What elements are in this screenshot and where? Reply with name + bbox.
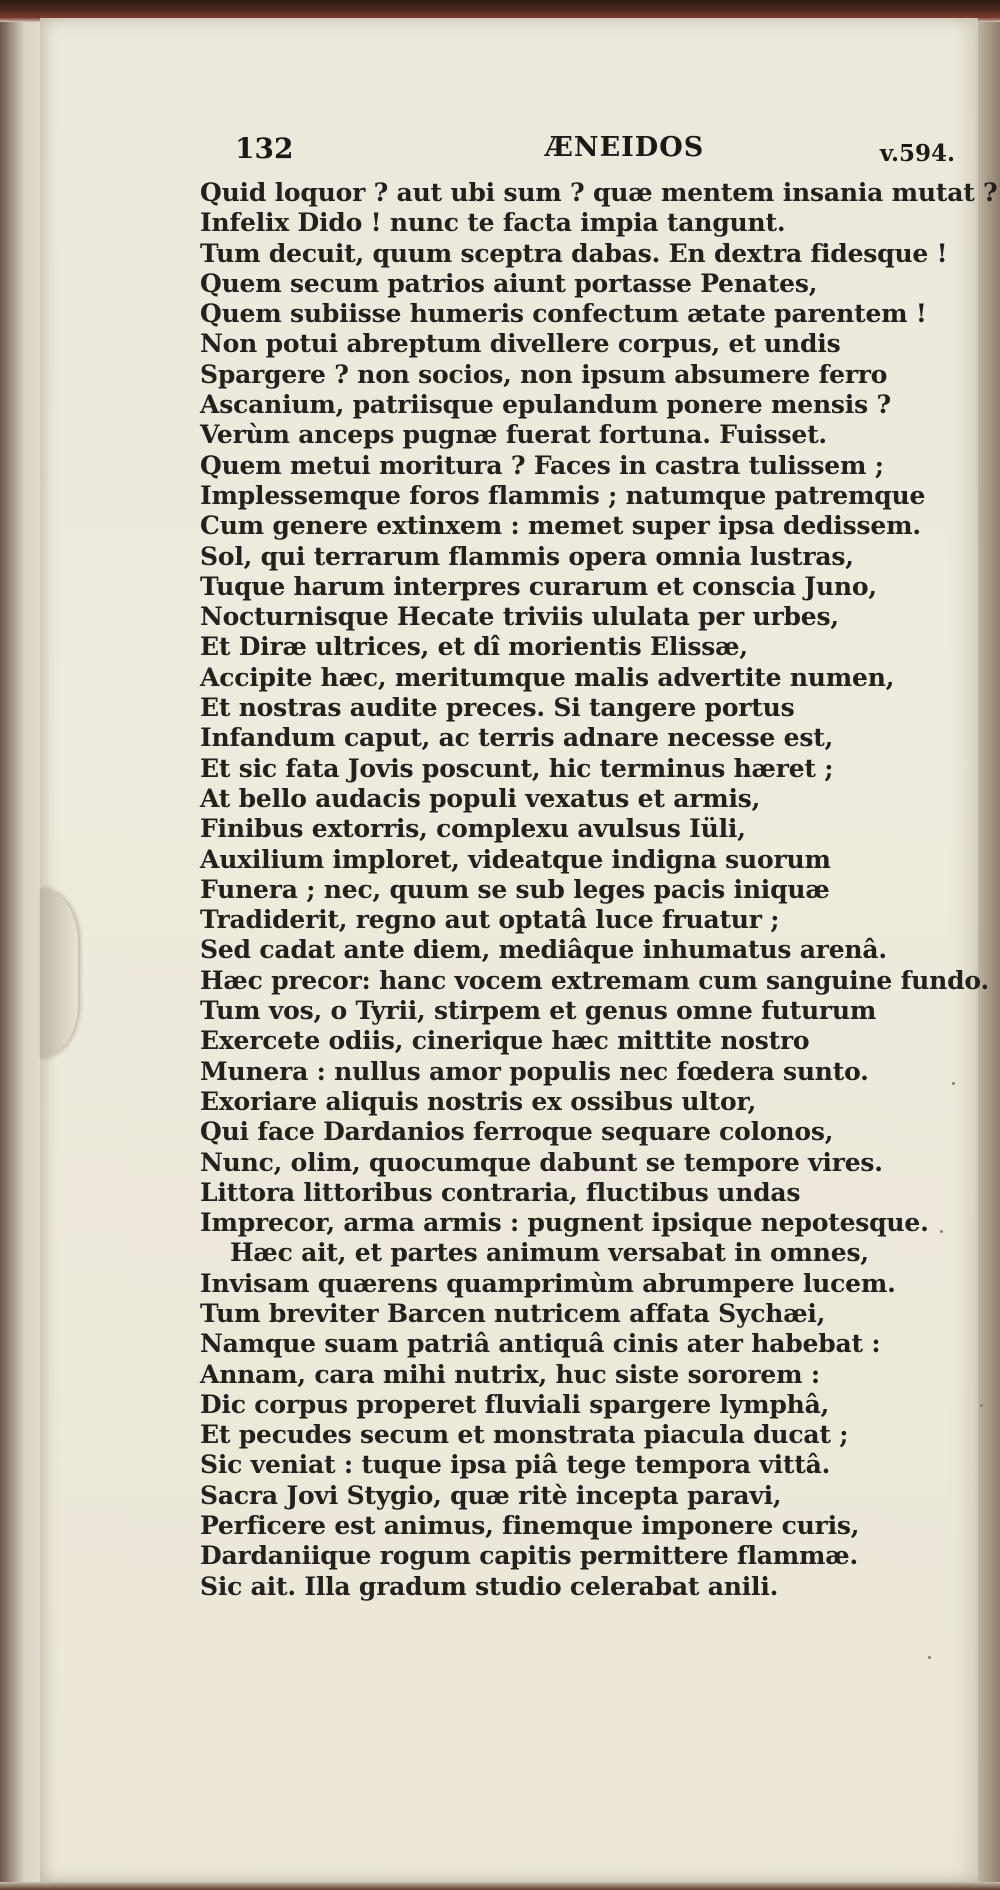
verse-line-indented: Hæc ait, et partes animum versabat in omnes, (230, 1238, 869, 1268)
verse-line: Infelix Dido ! nunc te facta impia tangunt. (200, 208, 786, 238)
bottom-edge (0, 1882, 1000, 1890)
verse-line: Spargere ? non socios, non ipsum absumere ferro (200, 359, 888, 389)
verse-line: Qui face Dardanios ferroque sequare colonos, (200, 1117, 834, 1147)
paper-speck (928, 1656, 931, 1659)
verse-line: Quem secum patrios aiunt portasse Penates, (200, 268, 818, 298)
verse-line: Quem metui moritura ? Faces in castra tulissem ; (200, 450, 884, 480)
verse-line: Sic ait. Illa gradum studio celerabat anili. (200, 1571, 779, 1601)
verse-line: Annam, cara mihi nutrix, huc siste sororem : (200, 1359, 820, 1389)
verse-line: Et nostras audite preces. Si tangere portus (200, 693, 795, 723)
verse-line: Sic veniat : tuque ipsa piâ tege tempora vittâ. (200, 1450, 831, 1480)
verse-line: Exercete odiis, cinerique hæc mittite nostro (200, 1026, 810, 1056)
page-tab-mark (40, 888, 78, 1058)
verse-line: Namque suam patriâ antiquâ cinis ater habebat : (200, 1329, 881, 1359)
verse-line: Tuque harum interpres curarum et conscia Juno, (200, 571, 877, 601)
verse-line: Invisam quærens quamprimùm abrumpere lucem. (200, 1268, 896, 1298)
verse-line: Accipite hæc, meritumque malis advertite numen, (200, 662, 895, 692)
paper-speck (940, 1230, 943, 1233)
page-header (235, 132, 955, 172)
paper-speck (980, 1404, 983, 1407)
page-number: 132 (235, 132, 294, 165)
verse-line: Infandum caput, ac terris adnare necesse est, (200, 723, 834, 753)
verse-line: Tum vos, o Tyrii, stirpem et genus omne futurum (200, 996, 877, 1026)
verse-line: Perficere est animus, finemque imponere curis, (200, 1511, 860, 1541)
verse-line: Munera : nullus amor populis nec fœdera sunto. (200, 1056, 869, 1086)
verse-line: Cum genere extinxem : memet super ipsa dedissem. (200, 511, 921, 541)
verse-line: Verùm anceps pugnæ fuerat fortuna. Fuisset. (200, 420, 827, 450)
verse-line: Auxilium imploret, videatque indigna suorum (200, 844, 831, 874)
verse-line: Tum breviter Barcen nutricem affata Sychæi, (200, 1298, 826, 1328)
verse-line: Sacra Jovi Stygio, quæ ritè incepta paravi, (200, 1480, 782, 1510)
verse-line: Quem subiisse humeris confectum ætate parentem ! (200, 299, 927, 329)
verse-line: Et Diræ ultrices, et dî morientis Elissæ, (200, 632, 748, 662)
verse-line: Dic corpus properet fluviali spargere lymphâ, (200, 1389, 830, 1419)
verse-line: Ascanium, patriisque epulandum ponere mensis ? (200, 390, 891, 420)
verse-line: Exoriare aliquis nostris ex ossibus ultor, (200, 1086, 757, 1116)
verse-line: Et sic fata Jovis poscunt, hic terminus hæret ; (200, 753, 834, 783)
verse-line: Nunc, olim, quocumque dabunt se tempore vires. (200, 1147, 883, 1177)
verse-line: Nocturnisque Hecate triviis ululata per urbes, (200, 602, 839, 632)
verse-text (200, 178, 998, 1602)
running-title: ÆNEIDOS (545, 132, 705, 163)
verse-line: Finibus extorris, complexu avulsus Iüli, (200, 814, 746, 844)
verse-line: Littora littoribus contraria, fluctibus undas (200, 1177, 801, 1207)
verse-line: Non potui abreptum divellere corpus, et undis (200, 329, 841, 359)
paper-speck (952, 1082, 955, 1085)
verse-line: At bello audacis populi vexatus et armis, (200, 783, 761, 813)
verse-line: Quid loquor ? aut ubi sum ? quæ mentem insania mutat ? (200, 178, 998, 207)
verse-line: Dardaniique rogum capitis permittere flammæ. (200, 1541, 858, 1571)
verse-line: Sed cadat ante diem, mediâque inhumatus arenâ. (200, 935, 887, 965)
verse-reference: v.594. (879, 140, 955, 167)
verse-line: Imprecor, arma armis : pugnent ipsique nepotesque. (200, 1208, 929, 1238)
verse-line: Tum decuit, quum sceptra dabas. En dextra fidesque ! (200, 238, 948, 268)
verse-line: Et pecudes secum et monstrata piacula ducat ; (200, 1420, 849, 1450)
verse-line: Hæc precor: hanc vocem extremam cum sanguine fundo. (200, 965, 989, 995)
verse-line: Tradiderit, regno aut optatâ luce fruatur ; (200, 905, 780, 935)
verse-line: Sol, qui terrarum flammis opera omnia lustras, (200, 541, 854, 571)
verse-line: Funera ; nec, quum se sub leges pacis iniquæ (200, 874, 830, 904)
verse-line: Implessemque foros flammis ; natumque patremque (200, 480, 926, 510)
